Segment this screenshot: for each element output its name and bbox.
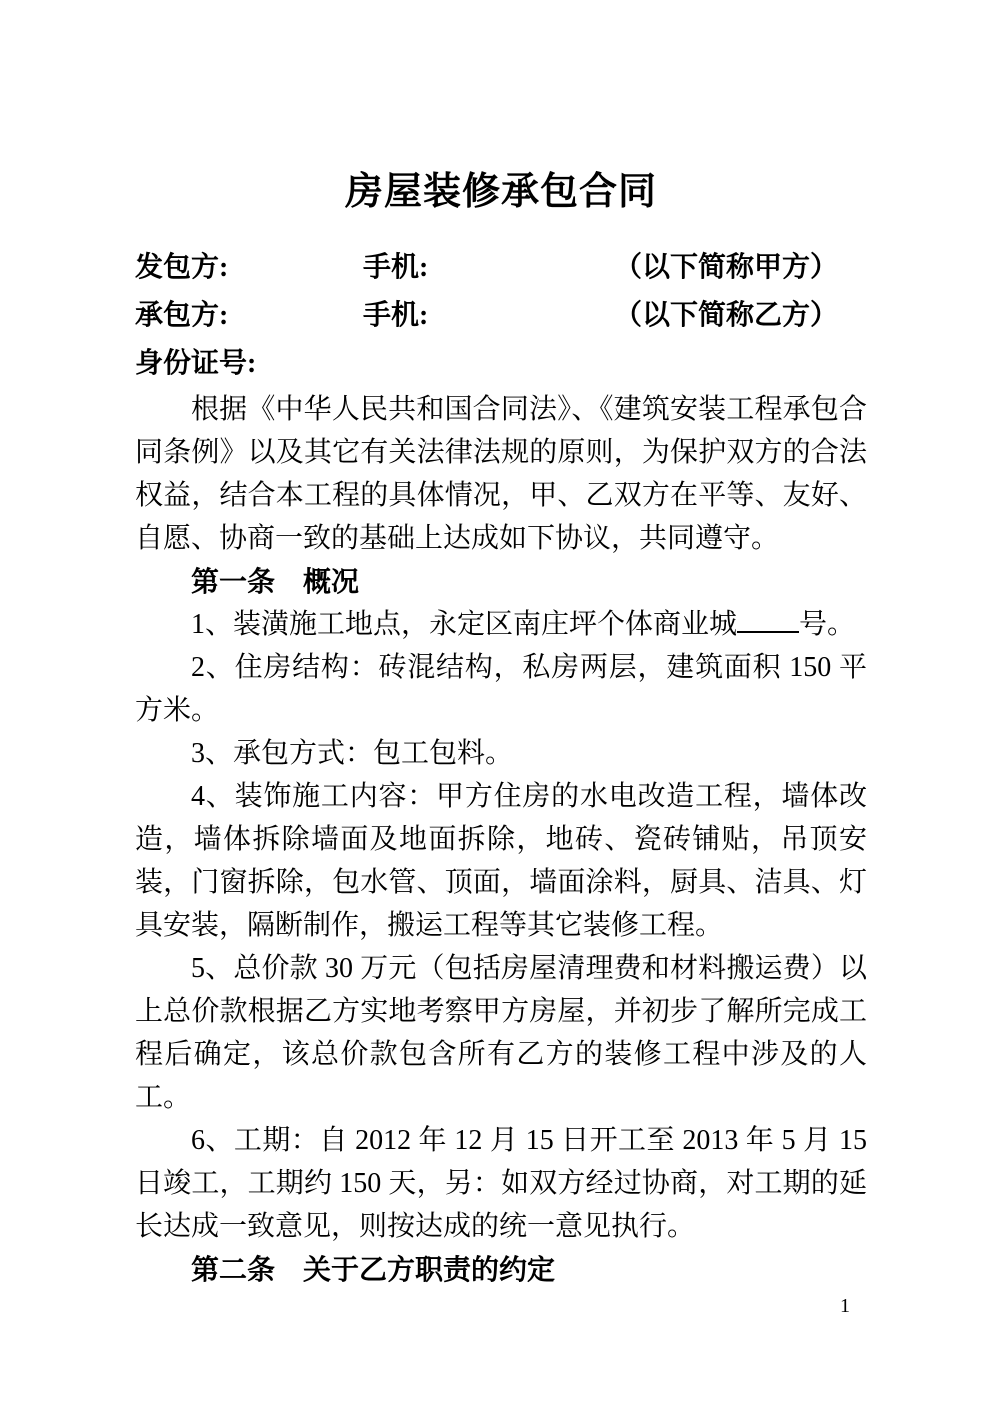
contractor-alias: （以下简称乙方） [614, 300, 839, 331]
clause-1-prefix: 1、装潢施工地点，永定区南庄坪个体商业城 [191, 609, 738, 640]
document-title: 房屋装修承包合同 [344, 171, 657, 213]
party-row-employer [135, 244, 867, 292]
party-row-id-number [135, 340, 867, 388]
intro-paragraph: 根据《中华人民共和国合同法》、《建筑安装工程承包合同条例》以及其它有关法律法规的原则，为保护双方的合法权益，结合本工程的具体情况，甲、乙双方在平等、友好、自愿、协商一致的基础上达成如下协议，共同遵守。 [135, 394, 867, 554]
clause-item-6: 6、工期：自 2012 年 12 月 15 日开工至 2013 年 5 月 15 日竣工，工期约 150 天，另：如双方经过协商，对工期的延长达成一致意见，则按达成的统一意见执行。 [135, 1125, 867, 1242]
employer-phone-label: 手机: [363, 252, 429, 283]
page-number: 1 [840, 1295, 850, 1317]
contractor-label: 承包方: [135, 300, 229, 331]
clause-item-2: 2、住房结构：砖混结构，私房两层，建筑面积 150 平方米。 [135, 652, 867, 726]
clause-1-suffix: 号。 [799, 609, 856, 640]
clause-item-4: 4、装饰施工内容：甲方住房的水电改造工程，墙体改造，墙体拆除墙面及地面拆除，地砖、瓷砖铺贴，吊顶安装，门窗拆除，包水管、顶面，墙面涂料，厨具、洁具、灯具安装，隔断制作，搬运工程等其它装修工程。 [135, 781, 867, 941]
contractor-phone-label: 手机: [363, 300, 429, 331]
employer-alias: （以下简称甲方） [614, 252, 839, 283]
fill-in-blank-line [737, 629, 799, 633]
parties-block [135, 244, 867, 388]
clause-item-5: 5、总价款 30 万元（包括房屋清理费和材料搬运费）以上总价款根据乙方实地考察甲方房屋，并初步了解所完成工程后确定，该总价款包含所有乙方的装修工程中涉及的人工。 [135, 953, 867, 1113]
section2-heading: 第二条 关于乙方职责的约定 [191, 1254, 556, 1285]
section1-heading: 第一条 概况 [191, 566, 360, 597]
party-row-contractor [135, 292, 867, 340]
id-number-label: 身份证号: [135, 348, 257, 379]
clause-item-1 [135, 603, 867, 646]
employer-label: 发包方: [135, 252, 229, 283]
clause-item-3: 3、承包方式：包工包料。 [191, 738, 514, 769]
page-content [135, 168, 867, 1291]
